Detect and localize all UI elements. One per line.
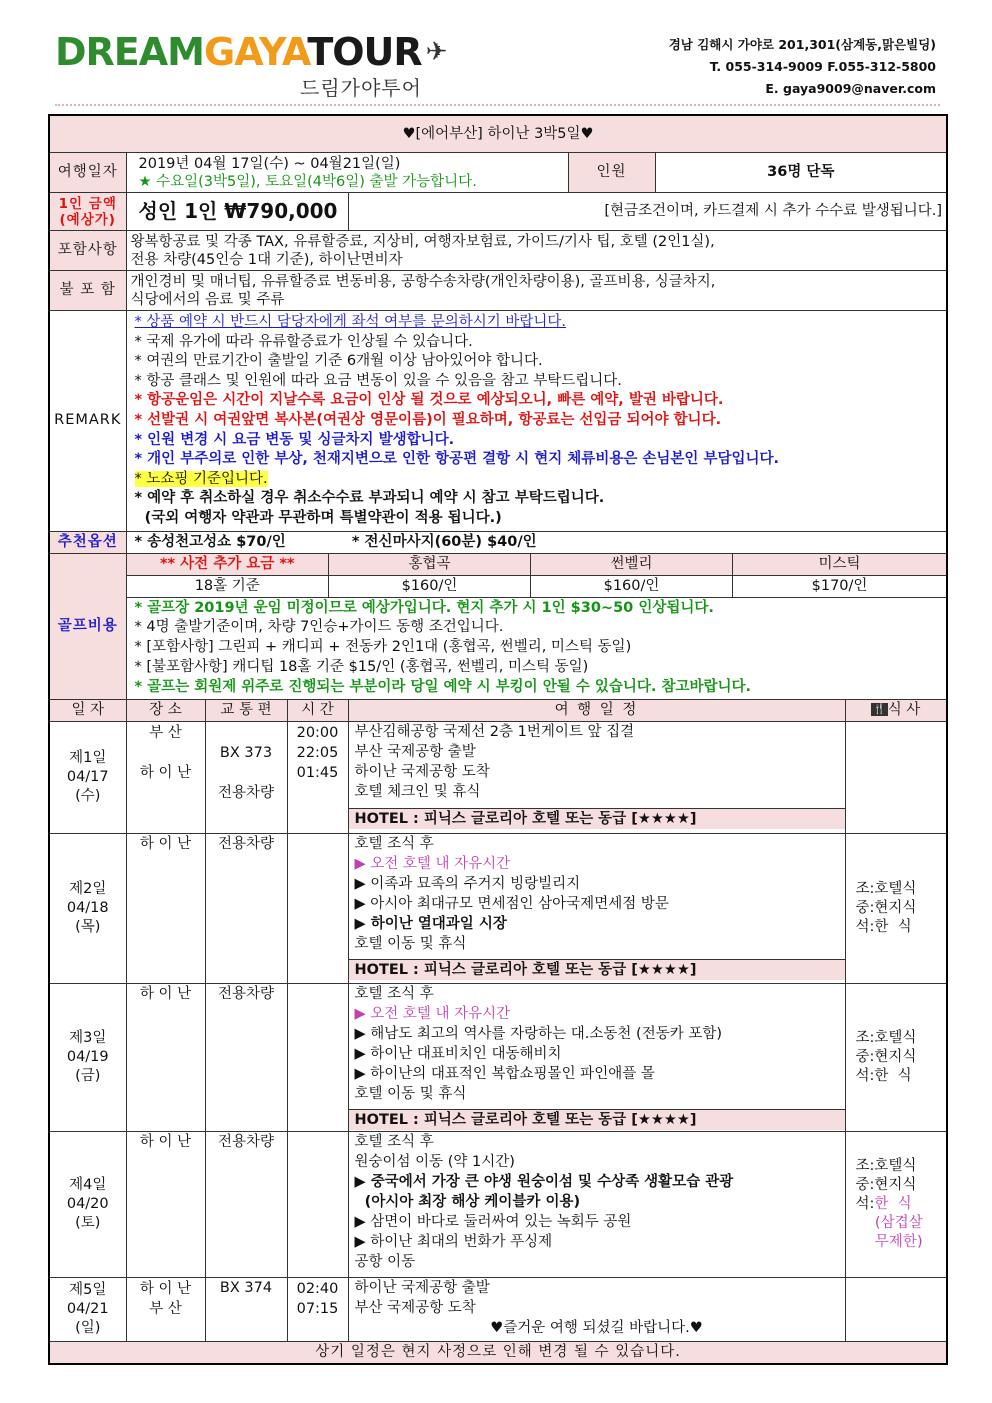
golf-content (126, 553, 947, 699)
travel-date-note: ★ 수요일(3박5일), 토요일(4박6일) 출발 가능합니다. (138, 173, 477, 190)
day-cell: 제3일 04/19 (금) (49, 983, 126, 1131)
itinerary-day (49, 983, 947, 1131)
itinerary-day (49, 1131, 947, 1277)
hotel-line: HOTEL : 피닉스 글로리아 호텔 또는 동급 [★★★★] (349, 1109, 845, 1130)
hotel-line: HOTEL : 피닉스 글로리아 호텔 또는 동급 [★★★★] (349, 808, 845, 829)
time-cell (287, 983, 348, 1131)
remark-line: * 항공운임은 시간이 지날수록 요금이 인상 될 것으로 예상되오니, 빠른 예약, 발권 바랍니다. (134, 392, 724, 409)
price-value: 성인 1인 ₩790,000 (126, 193, 348, 231)
transport-cell: BX 373 전용차량 (205, 721, 287, 833)
people-value: 36명 단독 (655, 153, 947, 193)
golf-price: $160/인 (531, 575, 733, 597)
golf-note: * [포함사항] 그린피 + 캐디피 + 전동카 2인1대 (홍협곡, 썬벨리, 미스틱 동일) (134, 639, 632, 656)
remark-line: * 개인 부주의로 인한 부상, 천재지변으로 인한 항공편 결항 시 현지 체류비용은 손님본인 부담입니다. (134, 451, 780, 468)
golf-note: * 골프는 회원제 위주로 진행되는 부분이라 당일 예약 시 부킹이 안될 수 있습니다. 참고바랍니다. (134, 678, 751, 695)
meal-icon: 🍴 (873, 704, 886, 716)
footer-note: 상기 일정은 현지 사정으로 인해 변경 될 수 있습니다. (49, 1341, 947, 1364)
day-cell: 제5일 04/21 (일) (49, 1277, 126, 1341)
time-cell (287, 1131, 348, 1277)
itinerary-day (49, 833, 947, 983)
itinerary-day (49, 721, 947, 833)
logo-subtitle: 드림가야투어 (300, 76, 422, 100)
golf-price: $160/인 (329, 575, 531, 597)
meal-cell (845, 721, 947, 833)
company-logo: DREAMGAYATOUR ✈ (55, 30, 447, 74)
options-label: 추천옵션 (49, 531, 126, 553)
place-cell: 부 산 하 이 난 (126, 721, 205, 833)
golf-course-header: 홍협곡 (329, 554, 531, 576)
schedule-cell: 부산김해공항 국제선 2층 1번게이트 앞 집결 부산 국제공항 출발 하이난 국제공항 도착 호텔 체크인 및 휴식 HOTEL : 피닉스 글로리아 호텔 또는 동급 [★★★★] (348, 721, 845, 833)
golf-note: * 골프장 2019년 운임 미정이므로 예상가입니다. 현지 추가 시 1인 $30~50 인상됩니다. (134, 599, 714, 616)
options-content (126, 531, 947, 553)
time-cell: 02:40 07:15 (287, 1277, 348, 1341)
schedule-cell: 하이난 국제공항 출발 부산 국제공항 도착 ♥즐거운 여행 되셨길 바랍니다.♥ (348, 1277, 845, 1341)
remark-line: * 항공 클래스 및 인원에 따라 요금 변동이 있을 수 있음을 참고 부탁드립니다. (134, 372, 622, 389)
meal-cell: 조:호텔식 중:현지식 석:한 식 (삼겹살 무제한) (845, 1131, 947, 1277)
remark-line: * 인원 변경 시 요금 변동 및 싱글차지 발생합니다. (134, 431, 455, 448)
meal-cell (845, 1277, 947, 1341)
hotel-line: HOTEL : 피닉스 글로리아 호텔 또는 동급 [★★★★] (349, 959, 845, 980)
golf-notes (127, 598, 947, 699)
company-email: E. gaya9009@naver.com (765, 81, 936, 96)
remark-line: * 여권의 만료기간이 출발일 기준 6개월 이상 남아있어야 합니다. (134, 353, 543, 370)
golf-price: $170/인 (733, 575, 947, 597)
golf-note: * 4명 출발기준이며, 차량 7인승+가이드 동행 조건입니다. (134, 619, 504, 636)
page-title: ♥[에어부산] 하이난 3박5일♥ (49, 115, 947, 153)
golf-course-header: 썬벨리 (531, 554, 733, 576)
transport-cell: 전용차량 (205, 1131, 287, 1277)
remark-line: * 상품 예약 시 반드시 담당자에게 좌석 여부를 문의하시기 바랍니다. (134, 314, 567, 330)
schedule-cell: 호텔 조식 후 원숭이섬 이동 (약 1시간) ▶ 중국에서 가장 큰 야생 원숭이섬 및 수상족 생활모습 관광 (아시아 최장 해상 케이블카 이용) ▶ 삼면이 바다로 둘러싸여 있는 녹회두 공원 ▶ 하이난 최대의 번화가 푸싱제 공항 이동 (348, 1131, 845, 1277)
col-header-schedule: 여 행 일 정 (348, 699, 845, 721)
remark-line: * 예약 후 취소하실 경우 취소수수료 부과되니 예약 시 참고 부탁드립니다. (134, 490, 605, 507)
golf-extra-header: ** 사전 추가 요금 ** (127, 554, 329, 576)
plane-icon: ✈ (425, 37, 447, 67)
option-item: * 전신마사지(60분) $40/인 (351, 533, 537, 550)
col-header-day: 일 자 (49, 699, 126, 721)
include-label: 포함사항 (49, 231, 126, 271)
place-cell: 하 이 난 부 산 (126, 1277, 205, 1341)
header-divider (55, 104, 940, 106)
day-cell: 제2일 04/18 (목) (49, 833, 126, 983)
golf-note: * [불포함사항] 캐디팁 18홀 기준 $15/인 (홍협곡, 썬벨리, 미스틱 동일) (134, 658, 589, 675)
itinerary-day (49, 1277, 947, 1341)
day-cell: 제4일 04/20 (토) (49, 1131, 126, 1277)
golf-price-table (127, 554, 947, 598)
company-contact (669, 34, 936, 100)
col-header-time: 시 간 (287, 699, 348, 721)
meal-cell: 조:호텔식 중:현지식 석:한 식 (845, 833, 947, 983)
header (0, 0, 992, 112)
place-cell: 하 이 난 (126, 983, 205, 1131)
price-label: 1인 금액 (예상가) (49, 193, 126, 231)
option-item: * 송성천고성쇼 $70/인 (134, 533, 286, 550)
exclude-content: 개인경비 및 매너팁, 유류할증료 변동비용, 공항수송차량(개인차량이용), 골프비용, 싱글차지, 식당에서의 음료 및 주류 (126, 271, 947, 311)
dinner-highlight: 한 식 (874, 1195, 912, 1212)
golf-label: 골프비용 (49, 553, 126, 699)
transport-cell: 전용차량 (205, 833, 287, 983)
remark-line: (국외 여행자 약관과 무관하며 특별약관이 적용 됩니다.) (134, 509, 502, 526)
schedule-cell: 호텔 조식 후 ▶ 오전 호텔 내 자유시간 ▶ 해남도 최고의 역사를 자랑하는 대.소동천 (전동카 포함) ▶ 하이난 대표비치인 대동해비치 ▶ 하이난의 대표적인 복합쇼핑몰인 파인애플 몰 호텔 이동 및 휴식 HOTEL : 피닉스 글로리아 호텔 또는 동급 [★★★★] (348, 983, 845, 1131)
golf-row-label: 18홀 기준 (127, 575, 329, 597)
meal-cell: 조:호텔식 중:현지식 석:한 식 (845, 983, 947, 1131)
col-header-place: 장 소 (126, 699, 205, 721)
company-address: 경남 김해시 가야로 201,301(삼계동,맑은빌딩) (668, 37, 936, 52)
place-cell: 하 이 난 (126, 1131, 205, 1277)
remark-line (135, 470, 939, 490)
remark-label: REMARK (49, 311, 126, 532)
remark-content (126, 311, 947, 532)
travel-date (126, 153, 568, 193)
remark-line: * 국제 유가에 따라 유류할증료가 인상될 수 있습니다. (134, 333, 473, 350)
price-note: [현금조건이며, 카드결제 시 추가 수수료 발생됩니다.] (348, 193, 947, 231)
time-cell (287, 833, 348, 983)
day-cell: 제1일 04/17 (수) (49, 721, 126, 833)
schedule-cell: 호텔 조식 후 ▶ 오전 호텔 내 자유시간 ▶ 이족과 묘족의 주거지 빙랑빌리지 ▶ 아시아 최대규모 면세점인 삼아국제면세점 방문 ▶ 하이난 열대과일 시장 호텔 이동 및 휴식 HOTEL : 피닉스 글로리아 호텔 또는 동급 [★★★★] (348, 833, 845, 983)
place-cell: 하 이 난 (126, 833, 205, 983)
travel-date-value: 2019년 04월 17일(수) ~ 04월21일(일) (138, 155, 401, 172)
itinerary-document (48, 114, 948, 1365)
transport-cell: 전용차량 (205, 983, 287, 1131)
include-content: 왕복항공료 및 각종 TAX, 유류할증료, 지상비, 여행자보험료, 가이드/기사 팁, 호텔 (2인1실), 전용 차량(45인승 1대 기준), 하이난면비자 (126, 231, 947, 271)
golf-course-header: 미스틱 (733, 554, 947, 576)
col-header-meal: 🍴 식 사 (845, 699, 947, 721)
exclude-label: 불 포 함 (49, 271, 126, 311)
no-shopping-highlight: * 노쇼핑 기준입니다. (134, 470, 268, 487)
transport-cell: BX 374 (205, 1277, 287, 1341)
company-phone: T. 055-314-9009 F.055-312-5800 (709, 59, 936, 74)
time-cell: 20:00 22:05 01:45 (287, 721, 348, 833)
col-header-transport: 교 통 편 (205, 699, 287, 721)
travel-date-label: 여행일자 (49, 153, 126, 193)
people-label: 인원 (568, 153, 655, 193)
remark-line: * 선발권 시 여권앞면 복사본(여권상 영문이름)이 필요하며, 항공료는 선입금 되어야 합니다. (134, 411, 722, 428)
